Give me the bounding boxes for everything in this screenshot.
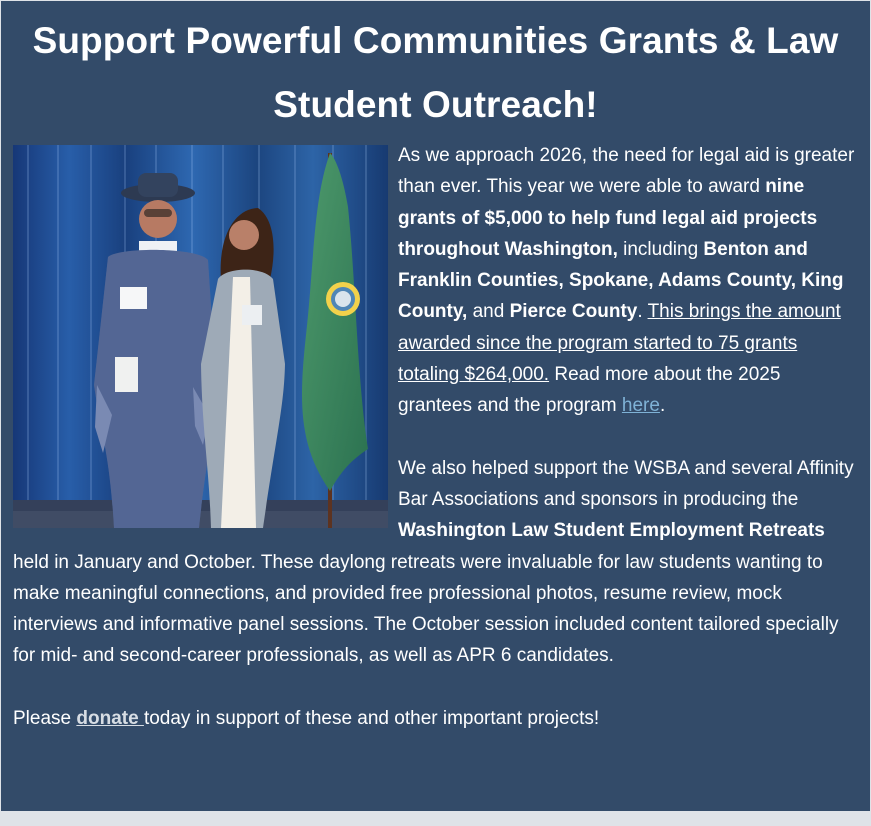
retreats-highlight: Washington Law Student Employment Retreats [398, 520, 825, 542]
retreats-text-2: held in January and October. These daylong retreats were invaluable for law students wanting to make meaningful connections, and provided free professional photos, resume review, mock interviews and informative panel sessions. The October session included content tailored specially for mid- and second-career professionals, as well as APR 6 candidates. [13, 551, 839, 667]
grants-text-3: and [467, 301, 510, 323]
grants-text-5: Read more about the 2025 grantees and the program [398, 364, 781, 417]
donate-paragraph [13, 703, 859, 734]
donate-text-2: today in support of these and other important projects! [143, 707, 600, 729]
paragraph-spacer-2 [13, 672, 859, 703]
here-link[interactable]: here [621, 395, 660, 417]
event-photo [13, 145, 388, 528]
grants-county-pierce: Pierce County [509, 301, 638, 323]
grants-text-6: . [659, 395, 666, 417]
grants-text-1: As we approach 2026, the need for legal aid is greater than ever. This year we were able to award [398, 145, 855, 198]
donate-link[interactable]: donate [76, 707, 144, 729]
grants-counties: Benton and Franklin Counties, Spokane, Adams County, King County, [398, 238, 844, 323]
grants-text-4: . [637, 301, 648, 323]
event-photo-image [13, 145, 388, 528]
campaign-card [1, 1, 870, 811]
grant-total-link[interactable]: This brings the amount awarded since the program started to 75 grants totaling $264,000. [398, 301, 841, 386]
donate-text-1: Please [13, 707, 77, 729]
grants-text-2: including [617, 238, 704, 260]
headline: Support Powerful Communities Grants & Law Student Outreach! [32, 20, 839, 125]
retreats-text-1: We also helped support the WSBA and several Affinity Bar Associations and sponsors in producing the [398, 457, 854, 510]
grants-highlight-1: nine grants of $5,000 to help fund legal aid projects throughout Washington, [398, 176, 818, 260]
article-body [13, 140, 859, 734]
